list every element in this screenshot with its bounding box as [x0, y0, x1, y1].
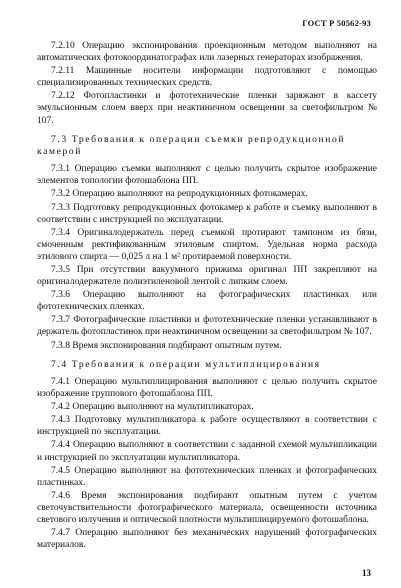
section-heading: 7.3 Требования к операции съемки репродукционной камерой	[37, 133, 346, 157]
paragraph: 7.2.12 Фотопластинки и фототехнические пленки заряжают в кассету эмульсионным слоем вверх при неактиничном освещении за светофильтром № 107.	[37, 91, 377, 126]
paragraph: 7.3.4 Оригиналодержатель перед съемкой протирают тампоном из бязи, смоченным ректификованным этиловым спиртом. Удельная норма расхода этилового спирта — 0,025 л на 1 м² протираемой поверхности.	[37, 227, 377, 262]
paragraph: 7.4.4 Операцию выполняют в соответствии с заданной схемой мультипликации и инструкцией по эксплуатации мультипликатора.	[37, 440, 377, 463]
paragraph: 7.4.1 Операцию мультиплицирования выполняют с целью получить скрытое изображение группового фотошаблона ПП.	[37, 376, 377, 400]
paragraph: 7.3.5 При отсутствии вакуумного прижима оригинал ПП закрепляют на оригиналодержателе полиэтиленовой лентой с липким слоем.	[37, 265, 377, 288]
paragraph: 7.4.7 Операцию выполняют без механических нарушений фотографических материалов.	[37, 528, 377, 551]
paragraph: 7.3.1 Операцию съемки выполняют с целью получить скрытое изображение элементов топологии фотошаблона ПП.	[37, 164, 377, 187]
paragraph: 7.4.6 Время экспонирования подбирают опытным путем с учетом светочувствительности фотографического материала, освещенности источника светового излучения и оптической плотности мультиплицируемого фотошаблона.	[37, 490, 377, 525]
paragraph: 7.3.7 Фотографические пластинки и фототехнические пленки устанавливают в держатель фотопластинок при неактиничном освещении за светофильтром № 107.	[37, 315, 377, 338]
paragraph: 7.4.2 Операцию выполняют на мультипликаторах.	[51, 402, 254, 413]
paragraph: 7.3.6 Операцию выполняют на фотографических пластинках или фототехнических пленках.	[37, 290, 377, 313]
paragraph: 7.3.8 Время экспонирования подбирают опытным путем.	[51, 340, 282, 351]
document-body	[37, 40, 377, 552]
paragraph: 7.4.3 Подготовку мультипликатора к работе осуществляют в соответствии с инструкцией по эксплуатации.	[37, 415, 377, 438]
standard-code: ГОСТ Р 50562-93	[302, 18, 371, 28]
section-heading: 7.4 Требования к операции мультиплицирования	[51, 358, 321, 370]
paragraph: 7.4.5 Операцию выполняют на фототехнических пленках и фотографических пластинках.	[37, 465, 377, 488]
paragraph: 7.3.2 Операцию выполняют на репродукционных фотокамерах.	[51, 189, 308, 200]
paragraph: 7.3.3 Подготовку репродукционных фотокамер к работе и съемку выполняют в соответствии с инструкцией по эксплуатации.	[37, 202, 377, 225]
page-number: 13	[362, 568, 371, 578]
paragraph: 7.2.10 Операцию экспонирования проекционным методом выполняют на автоматических фотокоординатографах или лазерных генераторах изображения.	[37, 41, 377, 64]
paragraph: 7.2.11 Машинные носители информации подготовляют с помощью специализированных технических средств.	[37, 66, 377, 89]
